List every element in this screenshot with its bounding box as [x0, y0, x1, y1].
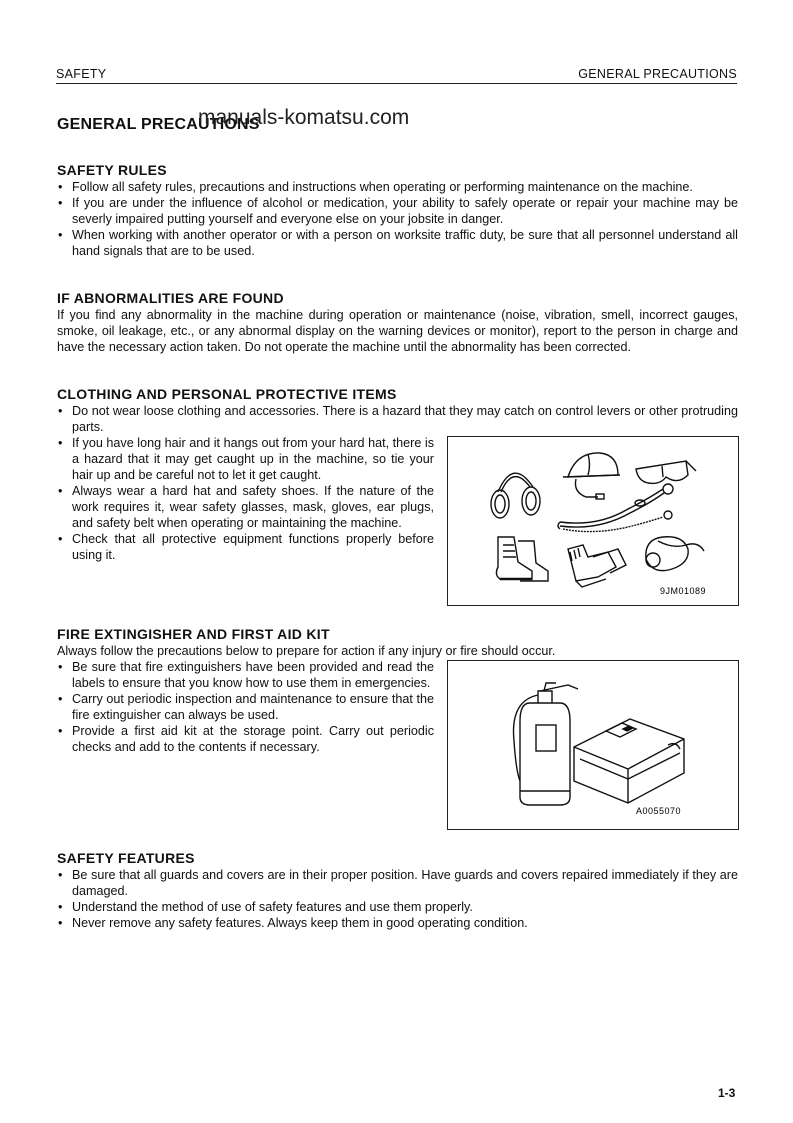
list-item: • Always wear a hard hat and safety shoes. If the nature of the work requires it, wear safety glasses, mask, gloves, ear plugs, and safety belt when operating or maintaining the machine. — [57, 483, 434, 531]
ear-muffs-icon — [491, 473, 540, 518]
figure-code: A0055070 — [636, 806, 682, 816]
safety-glasses-icon — [636, 461, 696, 483]
fire-extinguisher-illustration — [448, 661, 738, 829]
first-aid-kit-icon — [574, 719, 684, 803]
section-abnormalities — [57, 290, 738, 355]
clothing-heading: CLOTHING AND PERSONAL PROTECTIVE ITEMS — [57, 386, 397, 402]
list-item: • Understand the method of use of safety features and use them properly. — [57, 899, 738, 915]
section-safety-rules — [57, 162, 738, 259]
fire-intro: Always follow the precautions below to prepare for action if any injury or fire should occur. — [57, 644, 556, 658]
list-item: • Follow all safety rules, precautions and instructions when operating or performing maintenance on the machine. — [57, 179, 738, 195]
safety-rules-heading: SAFETY RULES — [57, 162, 167, 178]
figure-code: 9JM01089 — [660, 586, 707, 596]
section-safety-features — [57, 850, 738, 931]
page-title: GENERAL PRECAUTIONS — [57, 116, 260, 133]
list-item: • Be sure that all guards and covers are in their proper position. Have guards and covers repaired immediately if they are damaged. — [57, 867, 738, 899]
header-right: GENERAL PRECAUTIONS — [578, 67, 737, 81]
list-item: • When working with another operator or with a person on worksite traffic duty, be sure that all personnel understand all hand signals that are to be used. — [57, 227, 738, 259]
page-number: 1-3 — [718, 1086, 736, 1100]
abnormalities-text: If you find any abnormality in the machine during operation or maintenance (noise, vibration, smell, incorrect gauges, smoke, oil leakage, etc., or any abnormal display on the warning devices or monitor), report to the person in charge and have the necessary action taken. Do not operate the machine until the abnormality has been corrected. — [57, 308, 738, 354]
fire-extinguisher-figure — [447, 660, 739, 830]
protective-equipment-figure — [447, 436, 739, 606]
features-list — [57, 867, 738, 931]
features-heading: SAFETY FEATURES — [57, 850, 195, 866]
list-item: • If you are under the influence of alcohol or medication, your ability to safely operate or repair your machine may be severly impaired putting yourself and everyone else on your jobsite in danger. — [57, 195, 738, 227]
list-item: • Never remove any safety features. Always keep them in good operating condition. — [57, 915, 738, 931]
hard-hat-icon — [563, 453, 620, 499]
list-item: • Check that all protective equipment functions properly before using it. — [57, 531, 434, 563]
work-gloves-icon — [568, 545, 626, 587]
fire-heading: FIRE EXTINGISHER AND FIRST AID KIT — [57, 626, 330, 642]
list-item: • Provide a first aid kit at the storage point. Carry out periodic checks and add to the contents if necessary. — [57, 723, 434, 755]
safety-boots-icon — [496, 537, 548, 581]
fire-extinguisher-icon — [514, 683, 579, 805]
page-header — [56, 67, 737, 84]
list-item: • Be sure that fire extinguishers have been provided and read the labels to ensure that you know how to use them in emergencies. — [57, 659, 434, 691]
list-item: • Do not wear loose clothing and accessories. There is a hazard that they may catch on control levers or other protruding parts. — [57, 403, 738, 435]
cross-icon — [623, 726, 633, 731]
safety-rules-list — [57, 179, 738, 259]
list-item: • Carry out periodic inspection and maintenance to ensure that the fire extinguisher can always be used. — [57, 691, 434, 723]
dust-mask-icon — [646, 537, 704, 571]
protective-equipment-illustration — [448, 437, 738, 605]
abnormalities-heading: IF ABNORMALITIES ARE FOUND — [57, 290, 284, 306]
list-item: • If you have long hair and it hangs out from your hard hat, there is a hazard that it may get caught up in the machine, so tie your hair up and be careful not to let it get caught. — [57, 435, 434, 483]
header-left: SAFETY — [56, 67, 107, 81]
watermark: manuals-komatsu.com — [198, 106, 410, 129]
safety-belt-icon — [558, 484, 673, 532]
